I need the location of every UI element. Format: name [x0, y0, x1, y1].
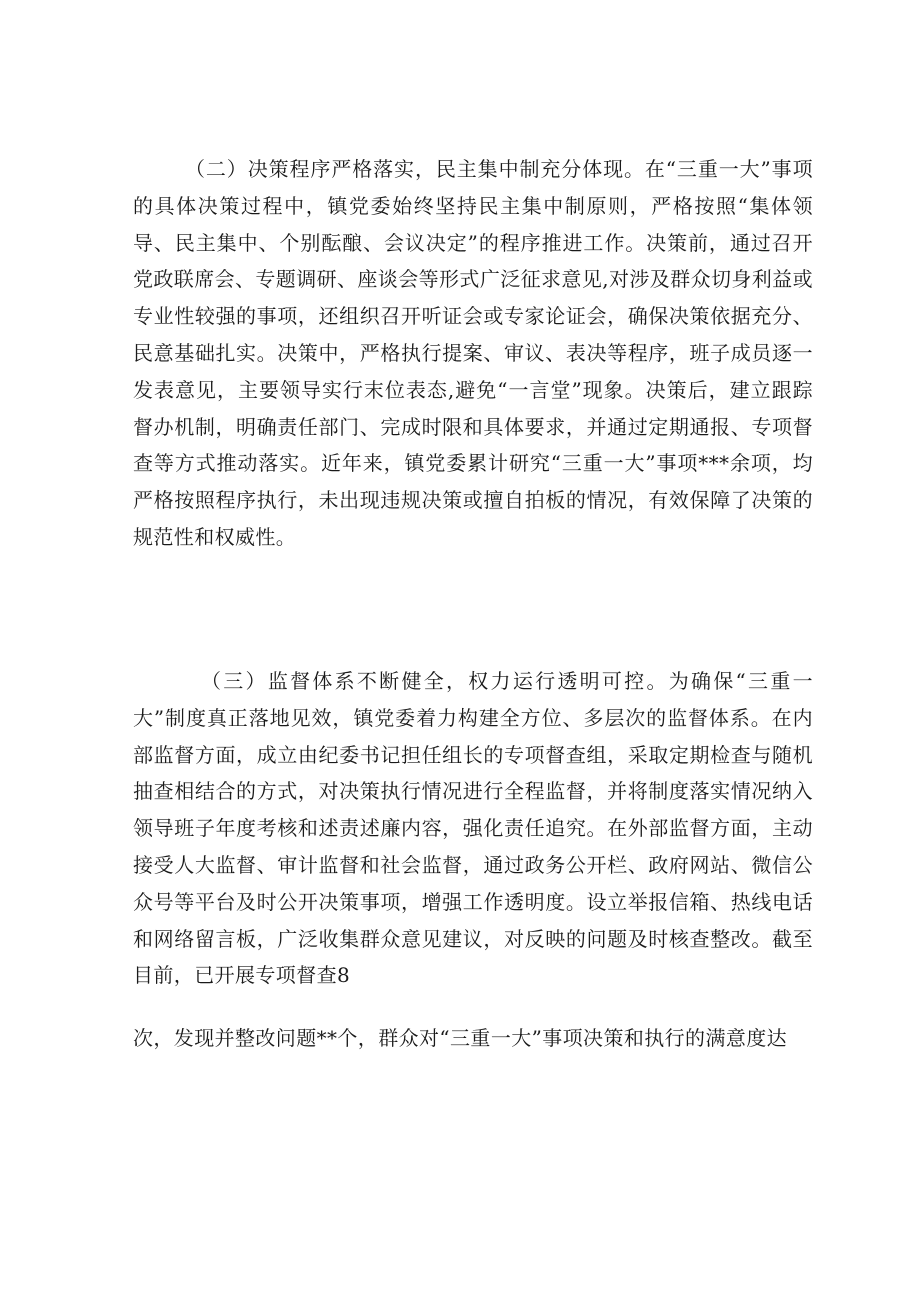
- paragraph-supervision-system: （三）监督体系不断健全，权力运行透明可控。为确保“三重一大”制度真正落地见效，镇党委着力构建全方位、多层次的监督体系。在内部监督方面，成立由纪委书记担任组长的专项督查组，采取定期检查与随机抽查相结合的方式，对决策执行情况进行全程监督，并将制度落实情况纳入领导班子年度考核和述责述廉内容，强化责任追究。在外部监督方面，主动接受人大监督、审计监督和社会监督，通过政务公开栏、政府网站、微信公众号等平台及时公开决策事项，增强工作透明度。设立举报信箱、热线电话和网络留言板，广泛收集群众意见建议，对反映的问题及时核查整改。截至目前，已开展专项督查8: [133, 669, 813, 988]
- paragraph-decision-procedure: （二）决策程序严格落实，民主集中制充分体现。在“三重一大”事项的具体决策过程中，镇党委始终坚持民主集中制原则，严格按照“集体领导、民主集中、个别酝酿、会议决定”的程序推进工作。决策前，通过召开党政联席会、专题调研、座谈会等形式广泛征求意见,对涉及群众切身利益或专业性较强的事项，还组织召开听证会或专家论证会，确保决策依据充分、民意基础扎实。决策中，严格执行提案、审议、表决等程序，班子成员逐一发表意见，主要领导实行末位表态,避免“一言堂”现象。决策后，建立跟踪督办机制，明确责任部门、完成时限和具体要求，并通过定期通报、专项督查等方式推动落实。近年来，镇党委累计研究“三重一大”事项***余项，均严格按照程序执行，未出现违规决策或擅自拍板的情况，有效保障了决策的规范性和权威性。: [133, 157, 813, 549]
- paragraph-continuation: 次，发现并整改问题**个，群众对“三重一大”事项决策和执行的满意度达: [133, 1026, 788, 1050]
